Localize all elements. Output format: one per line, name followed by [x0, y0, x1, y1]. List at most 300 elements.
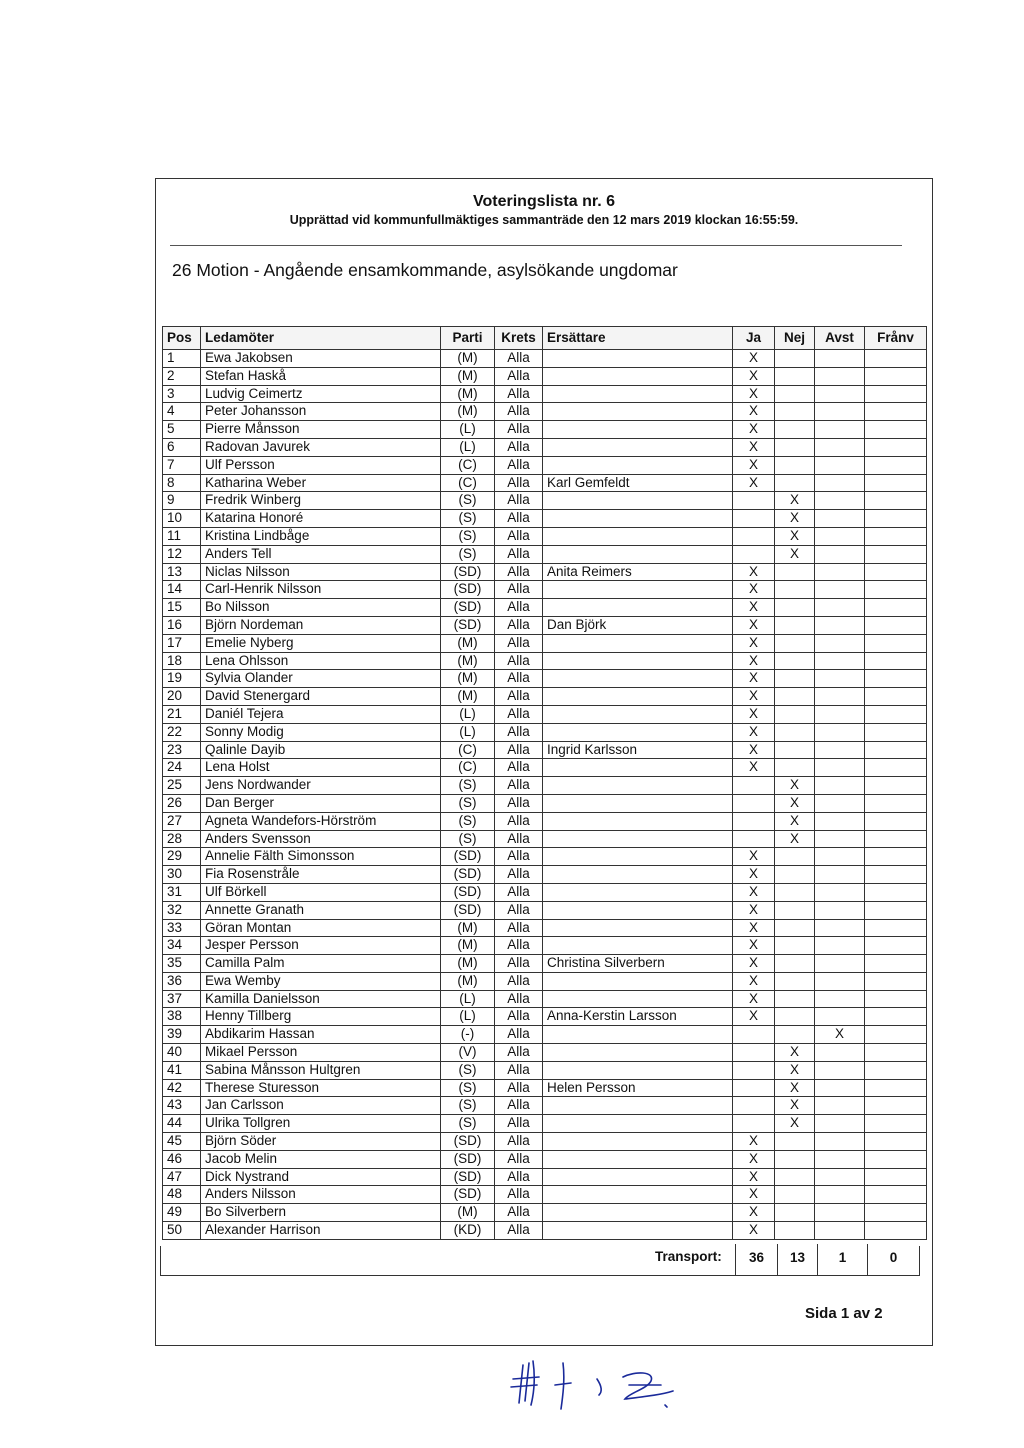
row-avst: [815, 812, 865, 830]
row-ja: X: [733, 634, 775, 652]
row-avst: [815, 1168, 865, 1186]
row-ja: X: [733, 350, 775, 368]
row-pos: 43: [163, 1097, 201, 1115]
table-row: [163, 723, 927, 741]
row-avst: [815, 634, 865, 652]
row-ersattare: [543, 1168, 733, 1186]
row-ersattare: [543, 367, 733, 385]
table-row: [163, 812, 927, 830]
row-nej: [775, 883, 815, 901]
row-pos: 4: [163, 403, 201, 421]
row-party: (S): [441, 545, 495, 563]
total-avst: 1: [817, 1244, 867, 1276]
table-row: [163, 350, 927, 368]
row-name: Anders Tell: [201, 545, 441, 563]
row-nej: X: [775, 794, 815, 812]
header-krets: Krets: [495, 327, 543, 350]
row-party: (S): [441, 794, 495, 812]
row-pos: 5: [163, 421, 201, 439]
row-avst: [815, 830, 865, 848]
row-pos: 46: [163, 1150, 201, 1168]
row-franv: [865, 1115, 927, 1133]
row-ersattare: [543, 670, 733, 688]
row-avst: [815, 367, 865, 385]
row-franv: [865, 1133, 927, 1151]
row-party: (L): [441, 990, 495, 1008]
row-krets: Alla: [495, 474, 543, 492]
header-franv: Frånv: [865, 327, 927, 350]
row-name: Anders Svensson: [201, 830, 441, 848]
row-ja: [733, 1026, 775, 1044]
row-pos: 33: [163, 919, 201, 937]
row-ja: X: [733, 1204, 775, 1222]
row-name: Jacob Melin: [201, 1150, 441, 1168]
row-krets: Alla: [495, 581, 543, 599]
row-ersattare: [543, 350, 733, 368]
row-franv: [865, 1097, 927, 1115]
row-krets: Alla: [495, 1150, 543, 1168]
row-avst: [815, 510, 865, 528]
row-nej: [775, 1222, 815, 1240]
table-row: [163, 777, 927, 795]
row-name: Björn Nordeman: [201, 616, 441, 634]
row-ja: X: [733, 723, 775, 741]
row-krets: Alla: [495, 527, 543, 545]
row-krets: Alla: [495, 688, 543, 706]
row-party: (SD): [441, 1150, 495, 1168]
row-franv: [865, 972, 927, 990]
row-nej: [775, 848, 815, 866]
row-pos: 25: [163, 777, 201, 795]
row-franv: [865, 705, 927, 723]
row-avst: [815, 385, 865, 403]
row-name: Annelie Fälth Simonsson: [201, 848, 441, 866]
row-name: Carl-Henrik Nilsson: [201, 581, 441, 599]
row-nej: X: [775, 777, 815, 795]
row-nej: [775, 1008, 815, 1026]
row-party: (SD): [441, 1168, 495, 1186]
table-row: [163, 866, 927, 884]
row-party: (SD): [441, 616, 495, 634]
row-ersattare: [543, 1026, 733, 1044]
row-krets: Alla: [495, 1186, 543, 1204]
row-pos: 31: [163, 883, 201, 901]
row-party: (M): [441, 385, 495, 403]
row-name: Qalinle Dayib: [201, 741, 441, 759]
row-pos: 12: [163, 545, 201, 563]
row-name: Ewa Wemby: [201, 972, 441, 990]
row-ersattare: [543, 901, 733, 919]
row-ersattare: [543, 403, 733, 421]
row-ja: X: [733, 1222, 775, 1240]
row-avst: [815, 492, 865, 510]
row-nej: [775, 350, 815, 368]
row-ersattare: [543, 492, 733, 510]
row-ja: [733, 812, 775, 830]
row-name: Sylvia Olander: [201, 670, 441, 688]
row-pos: 14: [163, 581, 201, 599]
row-franv: [865, 812, 927, 830]
row-party: (M): [441, 403, 495, 421]
row-franv: [865, 1186, 927, 1204]
row-ja: X: [733, 1133, 775, 1151]
row-nej: [775, 901, 815, 919]
document-title: Voteringslista nr. 6: [473, 193, 615, 210]
row-franv: [865, 794, 927, 812]
row-avst: [815, 759, 865, 777]
header-ja: Ja: [733, 327, 775, 350]
row-name: Jesper Persson: [201, 937, 441, 955]
header-parti: Parti: [441, 327, 495, 350]
row-avst: [815, 1008, 865, 1026]
table-row: [163, 741, 927, 759]
table-row: [163, 599, 927, 617]
row-ja: [733, 1044, 775, 1062]
row-nej: X: [775, 830, 815, 848]
row-franv: [865, 1008, 927, 1026]
row-pos: 8: [163, 474, 201, 492]
row-franv: [865, 1168, 927, 1186]
row-party: (SD): [441, 848, 495, 866]
table-row: [163, 563, 927, 581]
row-ersattare: [543, 1150, 733, 1168]
row-ja: [733, 830, 775, 848]
row-ja: X: [733, 883, 775, 901]
row-pos: 50: [163, 1222, 201, 1240]
row-party: (L): [441, 705, 495, 723]
row-ja: [733, 777, 775, 795]
row-krets: Alla: [495, 1008, 543, 1026]
row-krets: Alla: [495, 1061, 543, 1079]
row-avst: [815, 1222, 865, 1240]
row-krets: Alla: [495, 794, 543, 812]
row-ja: X: [733, 421, 775, 439]
row-party: (M): [441, 634, 495, 652]
row-nej: [775, 1150, 815, 1168]
row-krets: Alla: [495, 723, 543, 741]
row-krets: Alla: [495, 919, 543, 937]
row-avst: [815, 883, 865, 901]
row-name: Stefan Haskå: [201, 367, 441, 385]
row-pos: 2: [163, 367, 201, 385]
row-ja: [733, 545, 775, 563]
row-name: Ulf Börkell: [201, 883, 441, 901]
table-row: [163, 652, 927, 670]
signature-icon: [505, 1355, 685, 1420]
row-franv: [865, 581, 927, 599]
row-name: Peter Johansson: [201, 403, 441, 421]
divider: [170, 245, 902, 246]
table-row: [163, 581, 927, 599]
row-krets: Alla: [495, 1168, 543, 1186]
row-party: (C): [441, 759, 495, 777]
row-krets: Alla: [495, 777, 543, 795]
row-ja: [733, 510, 775, 528]
row-name: Lena Holst: [201, 759, 441, 777]
row-ersattare: [543, 1186, 733, 1204]
row-avst: [815, 1044, 865, 1062]
row-ja: X: [733, 456, 775, 474]
row-name: Agneta Wandefors-Hörström: [201, 812, 441, 830]
row-ja: [733, 492, 775, 510]
row-pos: 32: [163, 901, 201, 919]
row-ja: X: [733, 919, 775, 937]
row-name: Pierre Månsson: [201, 421, 441, 439]
row-franv: [865, 652, 927, 670]
row-avst: [815, 1115, 865, 1133]
table-row: [163, 990, 927, 1008]
row-krets: Alla: [495, 616, 543, 634]
row-krets: Alla: [495, 492, 543, 510]
table-row: [163, 1168, 927, 1186]
row-party: (M): [441, 670, 495, 688]
row-krets: Alla: [495, 883, 543, 901]
row-avst: [815, 1150, 865, 1168]
table-row: [163, 1133, 927, 1151]
row-pos: 26: [163, 794, 201, 812]
row-nej: [775, 955, 815, 973]
row-pos: 11: [163, 527, 201, 545]
row-ersattare: [543, 688, 733, 706]
row-nej: X: [775, 510, 815, 528]
header-pos: Pos: [163, 327, 201, 350]
row-franv: [865, 688, 927, 706]
row-ersattare: [543, 634, 733, 652]
row-party: (SD): [441, 901, 495, 919]
row-krets: Alla: [495, 1115, 543, 1133]
row-ersattare: [543, 1044, 733, 1062]
row-avst: [815, 955, 865, 973]
row-pos: 13: [163, 563, 201, 581]
row-ersattare: [543, 456, 733, 474]
row-nej: [775, 474, 815, 492]
row-nej: [775, 652, 815, 670]
row-party: (L): [441, 1008, 495, 1026]
table-row: [163, 367, 927, 385]
row-ja: X: [733, 848, 775, 866]
table-row: [163, 794, 927, 812]
voting-table: [162, 326, 927, 1240]
row-franv: [865, 830, 927, 848]
row-ja: [733, 527, 775, 545]
row-ersattare: [543, 972, 733, 990]
table-row: [163, 527, 927, 545]
table-row: [163, 883, 927, 901]
row-avst: [815, 848, 865, 866]
header-avst: Avst: [815, 327, 865, 350]
table-row: [163, 1222, 927, 1240]
row-name: Daniél Tejera: [201, 705, 441, 723]
row-ersattare: Helen Persson: [543, 1079, 733, 1097]
row-ja: X: [733, 937, 775, 955]
row-krets: Alla: [495, 350, 543, 368]
row-pos: 41: [163, 1061, 201, 1079]
row-pos: 38: [163, 1008, 201, 1026]
row-pos: 37: [163, 990, 201, 1008]
row-nej: [775, 421, 815, 439]
row-nej: X: [775, 1115, 815, 1133]
row-pos: 30: [163, 866, 201, 884]
row-ersattare: Christina Silverbern: [543, 955, 733, 973]
row-pos: 40: [163, 1044, 201, 1062]
row-nej: [775, 972, 815, 990]
row-avst: [815, 563, 865, 581]
row-party: (L): [441, 723, 495, 741]
row-ja: X: [733, 688, 775, 706]
row-ja: X: [733, 403, 775, 421]
row-nej: [775, 403, 815, 421]
row-krets: Alla: [495, 741, 543, 759]
row-name: Bo Nilsson: [201, 599, 441, 617]
row-krets: Alla: [495, 759, 543, 777]
row-nej: [775, 367, 815, 385]
table-row: [163, 492, 927, 510]
row-krets: Alla: [495, 990, 543, 1008]
row-avst: [815, 688, 865, 706]
table-row: [163, 919, 927, 937]
row-party: (M): [441, 367, 495, 385]
row-avst: [815, 599, 865, 617]
row-nej: [775, 581, 815, 599]
row-krets: Alla: [495, 652, 543, 670]
row-franv: [865, 1026, 927, 1044]
row-ersattare: [543, 545, 733, 563]
row-avst: [815, 937, 865, 955]
row-pos: 39: [163, 1026, 201, 1044]
row-name: Göran Montan: [201, 919, 441, 937]
row-party: (S): [441, 1115, 495, 1133]
row-pos: 9: [163, 492, 201, 510]
row-nej: [775, 385, 815, 403]
row-ja: X: [733, 599, 775, 617]
row-party: (L): [441, 438, 495, 456]
row-avst: [815, 1204, 865, 1222]
row-avst: [815, 901, 865, 919]
row-nej: [775, 563, 815, 581]
row-nej: X: [775, 545, 815, 563]
row-krets: Alla: [495, 866, 543, 884]
row-franv: [865, 438, 927, 456]
row-franv: [865, 1150, 927, 1168]
row-pos: 20: [163, 688, 201, 706]
row-party: (S): [441, 1097, 495, 1115]
row-franv: [865, 421, 927, 439]
row-ersattare: [543, 527, 733, 545]
row-franv: [865, 367, 927, 385]
header-ersattare: Ersättare: [543, 327, 733, 350]
row-name: Radovan Javurek: [201, 438, 441, 456]
row-avst: [815, 777, 865, 795]
row-ja: X: [733, 972, 775, 990]
row-avst: [815, 1097, 865, 1115]
row-name: Ludvig Ceimertz: [201, 385, 441, 403]
row-party: (C): [441, 741, 495, 759]
table-row: [163, 1079, 927, 1097]
row-ersattare: Dan Björk: [543, 616, 733, 634]
row-avst: [815, 1133, 865, 1151]
row-avst: [815, 581, 865, 599]
row-ersattare: [543, 794, 733, 812]
row-nej: X: [775, 1061, 815, 1079]
row-nej: [775, 456, 815, 474]
row-name: Katarina Honoré: [201, 510, 441, 528]
row-avst: [815, 866, 865, 884]
row-krets: Alla: [495, 367, 543, 385]
row-franv: [865, 1079, 927, 1097]
header-ledamoter: Ledamöter: [201, 327, 441, 350]
row-krets: Alla: [495, 848, 543, 866]
row-krets: Alla: [495, 705, 543, 723]
row-name: Sabina Månsson Hultgren: [201, 1061, 441, 1079]
row-pos: 27: [163, 812, 201, 830]
row-krets: Alla: [495, 1204, 543, 1222]
row-ersattare: [543, 759, 733, 777]
row-ersattare: [543, 883, 733, 901]
row-avst: [815, 438, 865, 456]
row-franv: [865, 670, 927, 688]
table-row: [163, 848, 927, 866]
row-franv: [865, 350, 927, 368]
row-pos: 29: [163, 848, 201, 866]
row-pos: 47: [163, 1168, 201, 1186]
row-krets: Alla: [495, 634, 543, 652]
table-row: [163, 830, 927, 848]
row-ja: X: [733, 563, 775, 581]
row-pos: 34: [163, 937, 201, 955]
row-ersattare: [543, 830, 733, 848]
row-krets: Alla: [495, 510, 543, 528]
row-party: (SD): [441, 563, 495, 581]
row-franv: [865, 848, 927, 866]
row-name: Emelie Nyberg: [201, 634, 441, 652]
row-ja: X: [733, 385, 775, 403]
row-franv: [865, 990, 927, 1008]
table-row: [163, 1008, 927, 1026]
row-pos: 35: [163, 955, 201, 973]
table-header-row: [163, 327, 927, 350]
table-row: [163, 616, 927, 634]
row-franv: [865, 741, 927, 759]
row-krets: Alla: [495, 901, 543, 919]
row-krets: Alla: [495, 1044, 543, 1062]
row-krets: Alla: [495, 1097, 543, 1115]
row-name: Annette Granath: [201, 901, 441, 919]
row-pos: 10: [163, 510, 201, 528]
row-nej: [775, 866, 815, 884]
row-nej: [775, 616, 815, 634]
row-pos: 23: [163, 741, 201, 759]
transport-totals: [735, 1244, 919, 1276]
row-avst: [815, 670, 865, 688]
row-krets: Alla: [495, 972, 543, 990]
row-ersattare: [543, 937, 733, 955]
table-row: [163, 510, 927, 528]
row-party: (M): [441, 972, 495, 990]
row-party: (S): [441, 777, 495, 795]
row-franv: [865, 723, 927, 741]
row-name: Henny Tillberg: [201, 1008, 441, 1026]
row-pos: 1: [163, 350, 201, 368]
row-nej: [775, 1186, 815, 1204]
row-name: Jan Carlsson: [201, 1097, 441, 1115]
row-ja: X: [733, 438, 775, 456]
row-ersattare: [543, 438, 733, 456]
row-avst: [815, 456, 865, 474]
row-pos: 7: [163, 456, 201, 474]
row-name: Jens Nordwander: [201, 777, 441, 795]
row-franv: [865, 510, 927, 528]
row-avst: [815, 1186, 865, 1204]
